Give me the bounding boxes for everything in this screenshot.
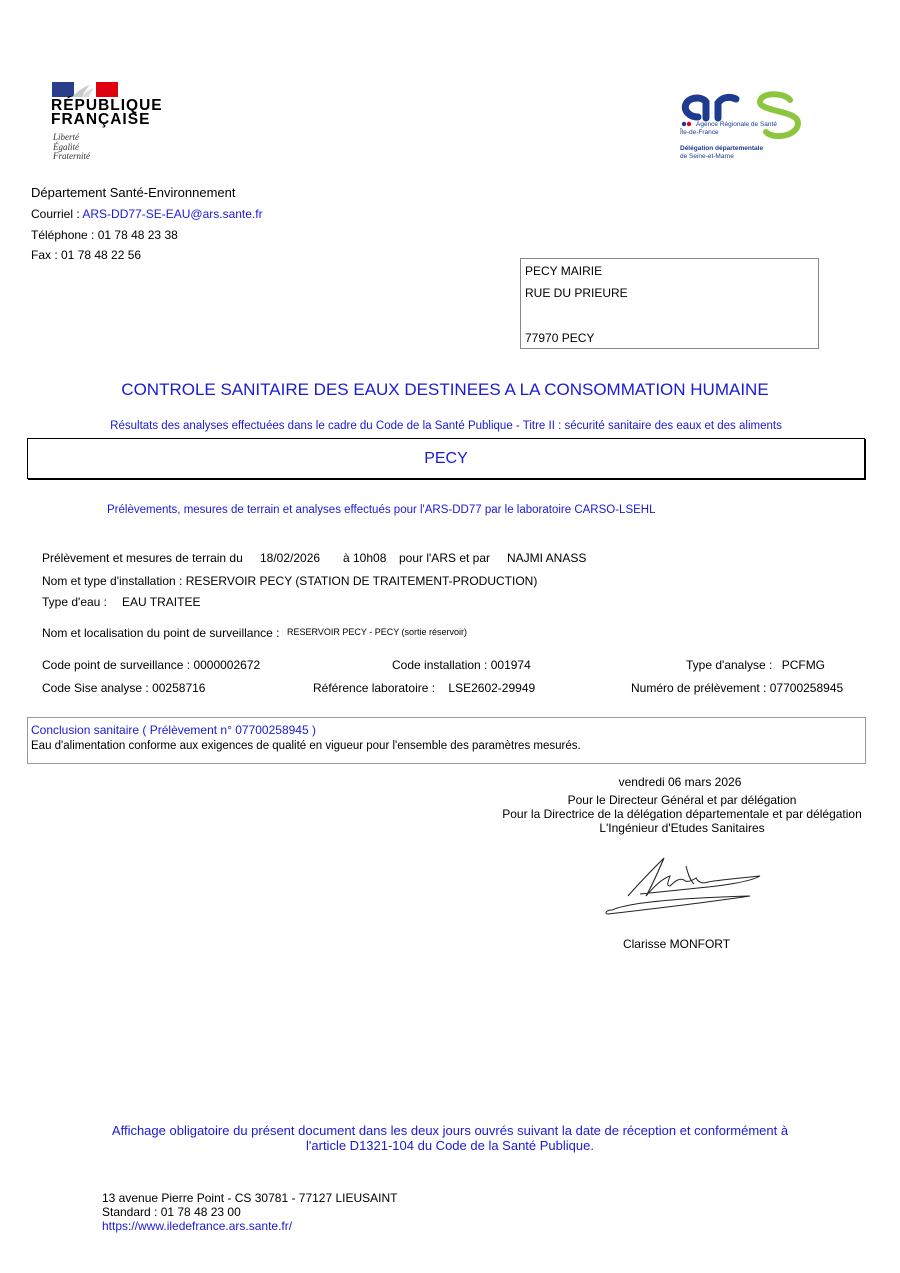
- installation-code-value: 001974: [490, 658, 531, 672]
- sampling-by: NAJMI ANASS: [507, 551, 587, 565]
- recipient-line2: RUE DU PRIEURE: [525, 286, 628, 300]
- display-notice-line1: Affichage obligatoire du présent document dans les deux jours ouvrés suivant la date de réception et conformément à: [111, 1123, 789, 1138]
- sender-phone: Téléphone : 01 78 48 23 38: [31, 228, 178, 242]
- surveillance-point-label: Nom et localisation du point de surveillance :: [42, 626, 280, 640]
- analysis-type-value: PCFMG: [781, 658, 826, 672]
- sender-email-label: Courriel :: [31, 207, 83, 221]
- point-code-label: Code point de surveillance :: [42, 658, 191, 672]
- installation-line: [42, 574, 537, 588]
- lab-ref-line: [313, 681, 535, 695]
- conclusion-text: Eau d'alimentation conforme aux exigences de qualité en vigueur pour l'ensemble des paramètres mesurés.: [31, 740, 581, 752]
- sample-no-line: [631, 681, 843, 695]
- sample-no-value: 07700258945: [769, 681, 844, 695]
- rf-name-line1: RÉPUBLIQUE: [51, 97, 163, 114]
- installation-code-line: [392, 658, 531, 672]
- sise-label: Code Sise analyse :: [42, 681, 149, 695]
- recipient-line3: 77970 PECY: [525, 331, 595, 345]
- recipient-line1: PECY MAIRIE: [525, 264, 603, 278]
- lab-ref-value: LSE2602-29949: [448, 681, 536, 695]
- sample-no-label: Numéro de prélèvement :: [631, 681, 767, 695]
- rf-motto: [53, 133, 90, 162]
- lab-note: Prélèvements, mesures de terrain et analyses effectués pour l'ARS-DD77 par le laboratoire CARSO-LSEHL: [107, 504, 656, 516]
- surveillance-point-value: RESERVOIR PECY - PECY (sortie réservoir): [287, 627, 468, 637]
- signature-date: vendredi 06 mars 2026: [618, 775, 742, 789]
- analysis-type-label: Type d'analyse :: [686, 658, 773, 672]
- conclusion-box: [27, 717, 866, 764]
- ars-agency-line2: Île-de-France: [680, 128, 719, 136]
- marianne-flag-icon: [52, 82, 118, 97]
- footer-address: 13 avenue Pierre Point - CS 30781 - 77127 LIEUSAINT: [102, 1191, 398, 1205]
- sise-line: [42, 681, 205, 695]
- installation-code-label: Code installation :: [392, 658, 488, 672]
- installation-label: Nom et type d'installation :: [42, 574, 183, 588]
- ars-delegation-line2: de Seine-et-Marne: [680, 152, 734, 160]
- recipient-address-box: [520, 258, 819, 349]
- sampling-time: à 10h08: [343, 551, 387, 565]
- display-notice: [0, 1123, 900, 1153]
- handwritten-signature-icon: [600, 852, 770, 918]
- rf-motto-egalite: Égalité: [53, 141, 79, 152]
- sampling-by-label: pour l'ARS et par: [399, 551, 491, 565]
- water-type-label: Type d'eau :: [42, 595, 108, 609]
- sampling-label: Prélèvement et mesures de terrain du: [42, 551, 243, 565]
- signatory-name: Clarisse MONFORT: [622, 937, 731, 951]
- rf-name: [51, 99, 163, 127]
- rf-name-line2: FRANÇAISE: [51, 111, 151, 128]
- rf-motto-fraternite: Fraternité: [53, 151, 90, 161]
- ars-agency-name: [680, 121, 777, 136]
- commune-name: PECY: [424, 450, 468, 467]
- point-code-value: 0000002672: [193, 658, 261, 672]
- main-title: CONTROLE SANITAIRE DES EAUX DESTINEES A LA CONSOMMATION HUMAINE: [121, 380, 769, 399]
- display-notice-line2: l'article D1321-104 du Code de la Santé Publique.: [306, 1138, 594, 1153]
- sender-email-link[interactable]: ARS-DD77-SE-EAU@ars.sante.fr: [82, 207, 263, 221]
- sender-department: Département Santé-Environnement: [31, 185, 236, 200]
- ars-agency-line1: Agence Régionale de Santé: [696, 121, 777, 128]
- point-code-line: [42, 658, 260, 672]
- ars-delegation-line1: Délégation départementale: [680, 145, 764, 152]
- subtitle: Résultats des analyses effectuées dans le cadre du Code de la Santé Publique - Titre II : sécurité sanitaire des eaux et des aliments: [110, 420, 782, 432]
- footer: [102, 1191, 398, 1233]
- installation-value: RESERVOIR PECY (STATION DE TRAITEMENT-PRODUCTION): [185, 574, 538, 588]
- sender-email-line: [31, 207, 263, 221]
- rf-motto-liberte: Liberté: [53, 132, 79, 142]
- signature-line3: L'Ingénieur d'Etudes Sanitaires: [599, 821, 765, 835]
- sampling-date: 18/02/2026: [260, 551, 321, 565]
- conclusion-title: Conclusion sanitaire ( Prélèvement n° 07700258945 ): [31, 723, 316, 737]
- ars-delegation: [680, 145, 763, 160]
- water-type-value: EAU TRAITEE: [122, 595, 201, 609]
- footer-standard: Standard : 01 78 48 23 00: [102, 1205, 241, 1219]
- analysis-type-line: [686, 658, 825, 672]
- signature-line1: Pour le Directeur Général et par délégation: [567, 793, 797, 807]
- signature-line2: Pour la Directrice de la délégation départementale et par délégation: [502, 807, 862, 821]
- footer-website-link[interactable]: https://www.iledefrance.ars.sante.fr/: [102, 1219, 293, 1233]
- lab-ref-label: Référence laboratoire :: [313, 681, 436, 695]
- commune-title-box: [27, 438, 865, 479]
- sender-fax: Fax : 01 78 48 22 56: [31, 248, 142, 262]
- sise-value: 00258716: [152, 681, 206, 695]
